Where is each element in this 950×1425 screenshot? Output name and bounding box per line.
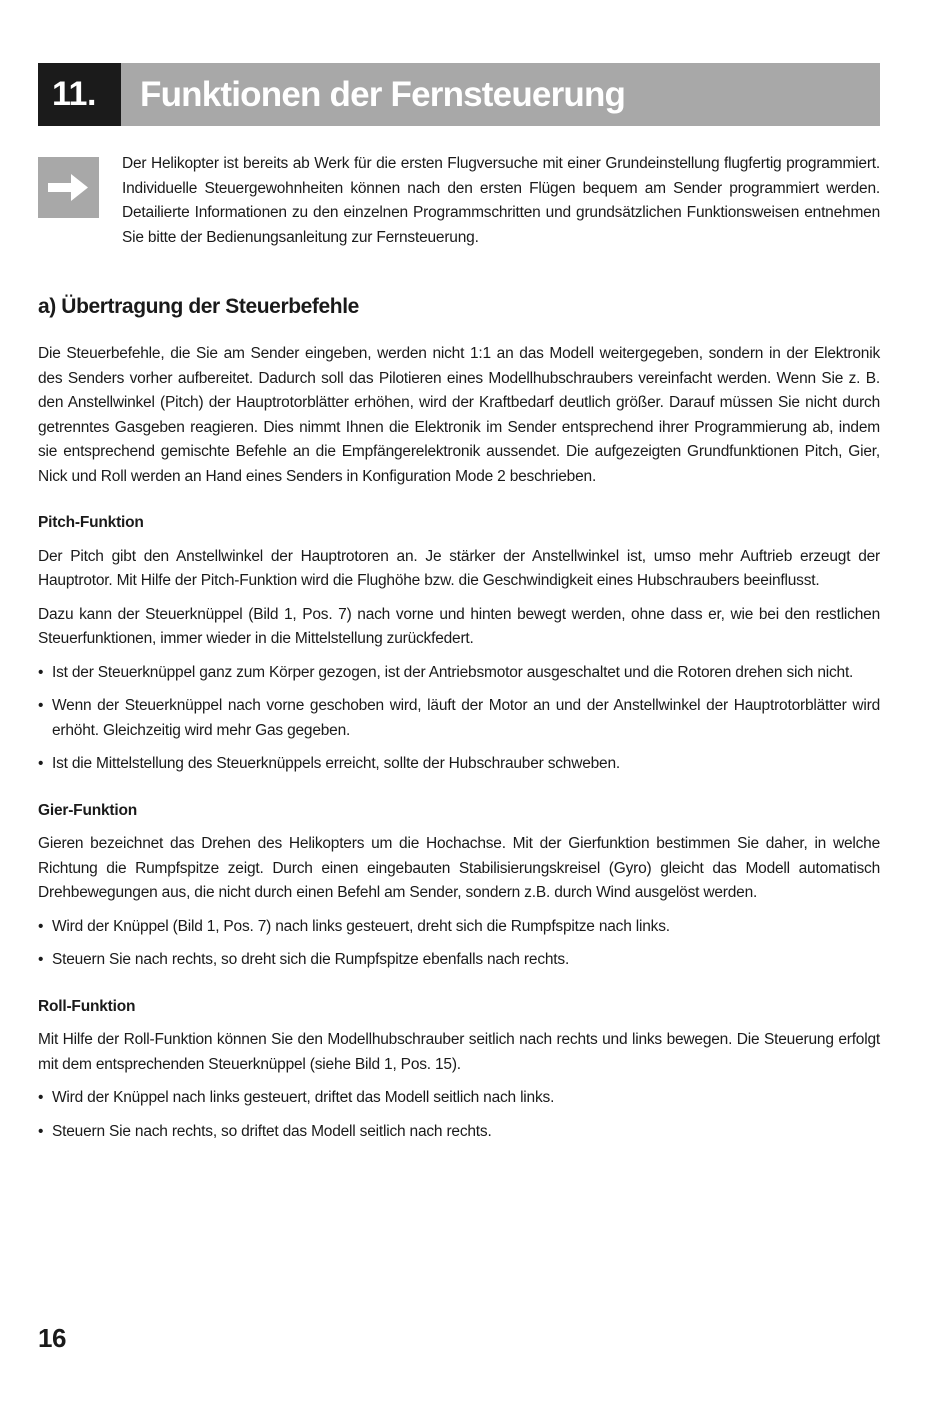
section-paragraph: Die Steuerbefehle, die Sie am Sender eingeben, werden nicht 1:1 an das Modell weitergegeben, sondern in der Elektronik des Senders vorher aufbereitet. Dadurch soll das Pilotieren eines Modellhubschraubers vereinfacht werden. Wenn Sie z. B. den Anstellwinkel (Pitch) der Hauptrotorblätter erhöhen, wird der Kraftbedarf deutlich größer. Darauf müssen Sie nicht durch getrenntes Gasgeben reagieren. Dies nimmt Ihnen die Elektronik im Sender entsprechend ihrer Programmierung ab, indem sie entsprechend gemischte Befehle an die Empfängerelektronik aussendet. Die aufgezeigten Grundfunktionen Pitch, Gier, Nick und Roll werden an Hand eines Senders in Konfiguration Mode 2 beschrieben. (38, 345, 880, 485)
list-item (38, 1086, 880, 1111)
main-content (38, 292, 880, 1153)
subheading-roll: Roll-Funktion (38, 997, 136, 1015)
list-item-text: Steuern Sie nach rechts, so driftet das Modell seitlich nach rechts. (52, 1122, 492, 1140)
gier-bullet-list (38, 915, 880, 973)
section-heading-uebertragung: a) Übertragung der Steuerbefehle (38, 295, 359, 318)
chapter-header (38, 63, 880, 126)
list-item-text: Steuern Sie nach rechts, so dreht sich die Rumpfspitze ebenfalls nach rechts. (52, 951, 570, 968)
pitch-paragraph: Dazu kann der Steuerknüppel (Bild 1, Pos. 7) nach vorne und hinten bewegt werden, ohne dass er, wie bei den restlichen Steuerfunktionen, immer wieder in die Mittelstellung zurückfedert. (38, 605, 880, 647)
bullet-marker: • (38, 697, 44, 714)
page-number: 16 (38, 1323, 66, 1353)
pitch-bullet-list (38, 661, 880, 777)
list-item (38, 915, 880, 940)
arrow-right-icon (38, 157, 99, 218)
list-item-text: Wird der Knüppel (Bild 1, Pos. 7) nach links gesteuert, dreht sich die Rumpfspitze nach links. (52, 917, 670, 935)
list-item-text: Wenn der Steuerknüppel nach vorne geschoben wird, läuft der Motor an und der Anstellwinkel der Hauptrotorblätter wird erhöht. Gleichzeitig wird mehr Gas gegeben. (52, 697, 880, 739)
list-item (38, 752, 880, 777)
bullet-marker: • (38, 1089, 44, 1106)
list-item-text: Wird der Knüppel nach links gesteuert, driftet das Modell seitlich nach links. (52, 1089, 555, 1106)
gier-paragraph: Gieren bezeichnet das Drehen des Helikopters um die Hochachse. Mit der Gierfunktion bestimmen Sie daher, in welche Richtung die Rumpfspitze zeigt. Durch einen eingebauten Stabilisierungskreisel (Gyro) gleicht das Modell automatisch Drehbewegungen aus, die nicht durch einen Befehl am Sender, sondern z.B. durch Wind ausgelöst werden. (38, 835, 880, 901)
bullet-marker: • (38, 917, 44, 935)
roll-bullet-list (38, 1086, 880, 1144)
bullet-marker: • (38, 755, 44, 772)
info-note-text: Der Helikopter ist bereits ab Werk für die ersten Flugversuche mit einer Grundeinstellung flugfertig programmiert. Individuelle Steuergewohnheiten können nach den ersten Flügen bequem am Sender programmiert werden. Detailierte Informationen zu den einzelnen Programmschritten und grundsätzlichen Funktionsweisen entnehmen Sie bitte der Bedienungsanleitung zur Fernsteuerung. (122, 155, 880, 246)
chapter-number: 11. (38, 63, 121, 126)
list-item-text: Ist die Mittelstellung des Steuerknüppels erreicht, sollte der Hubschrauber schweben. (52, 755, 621, 772)
list-item-text: Ist der Steuerknüppel ganz zum Körper gezogen, ist der Antriebsmotor ausgeschaltet und die Rotoren drehen sich nicht. (52, 663, 854, 681)
pitch-paragraph: Der Pitch gibt den Anstellwinkel der Hauptrotoren an. Je stärker der Anstellwinkel ist, umso mehr Auftrieb erzeugt der Hauptrotor. Mit Hilfe der Pitch-Funktion wird die Flughöhe bzw. die Geschwindigkeit eines Hubschraubers beeinflusst. (38, 547, 880, 589)
list-item (38, 948, 880, 973)
list-item (38, 1120, 880, 1145)
bullet-marker: • (38, 663, 44, 681)
bullet-marker: • (38, 1122, 44, 1140)
subheading-pitch: Pitch-Funktion (38, 514, 144, 531)
chapter-title: Funktionen der Fernsteuerung (121, 63, 880, 126)
bullet-marker: • (38, 951, 44, 968)
roll-paragraph: Mit Hilfe der Roll-Funktion können Sie den Modellhubschrauber seitlich nach rechts und links bewegen. Die Steuerung erfolgt mit dem entsprechenden Steuerknüppel (siehe Bild 1, Pos. 15). (38, 1031, 880, 1073)
subheading-gier: Gier-Funktion (38, 801, 138, 819)
list-item (38, 694, 880, 743)
list-item (38, 661, 880, 686)
